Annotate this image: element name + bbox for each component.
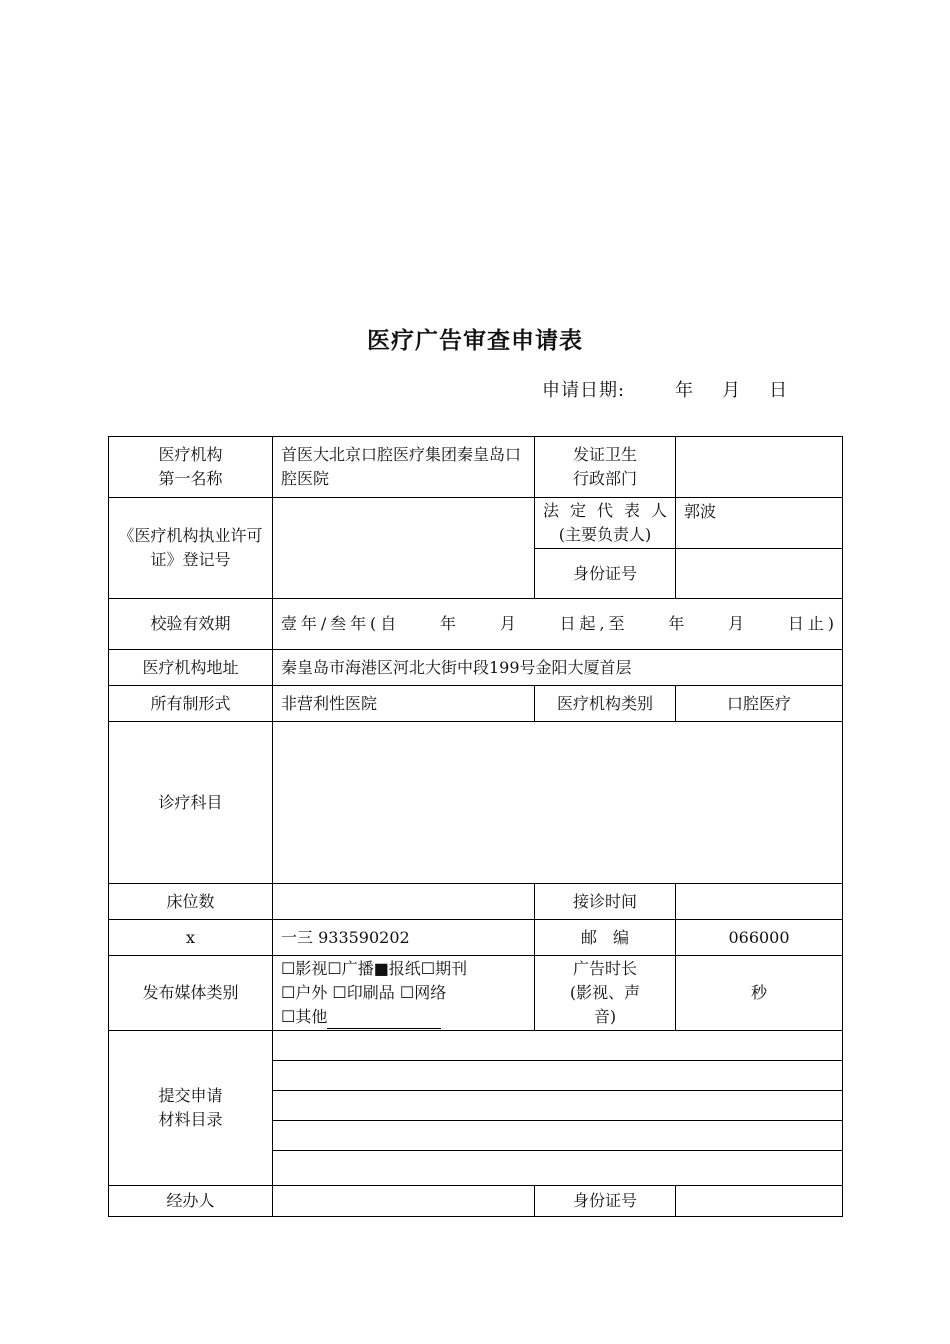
legal-rep-sub-label: (主要负责人) [558,525,652,544]
row-org-name [109,437,843,498]
beds-label: 床位数 [109,884,273,920]
materials-line[interactable] [273,1031,842,1061]
issuer-value[interactable] [676,437,843,498]
materials-list [273,1031,843,1186]
page-title: 医疗广告审查申请表 [367,327,583,354]
apply-date-label: 申请日期: [542,380,626,401]
hours-label: 接诊时间 [535,884,676,920]
address-value[interactable]: 秦皇岛市海港区河北大街中段199号金阳大厦首层 [273,650,843,686]
media-other-blank[interactable] [327,1010,441,1029]
org-name-value[interactable]: 首医大北京口腔医疗集团秦皇岛口腔医院 [273,437,535,498]
apply-date-year: 年 [675,380,695,401]
row-address [109,650,843,686]
materials-line[interactable] [273,1061,842,1091]
media-other-option[interactable]: ☐其他 [281,1007,328,1026]
handler-id-value[interactable] [676,1186,843,1217]
phone-value[interactable]: 一三 933590202 [273,920,535,956]
media-options-line-2[interactable]: ☐户外 ☐印刷品 ☐网络 [281,983,447,1002]
row-handler [109,1186,843,1217]
hours-value[interactable] [676,884,843,920]
row-departments [109,722,843,884]
apply-date [542,376,788,402]
apply-date-day: 日 [769,380,789,401]
row-media [109,956,843,1031]
category-label: 医疗机构类别 [535,686,676,722]
ownership-value[interactable]: 非营利性医院 [273,686,535,722]
address-label: 医疗机构地址 [109,650,273,686]
application-form [108,436,843,1217]
media-options-line-3[interactable] [281,1005,526,1029]
postcode-value[interactable]: 066000 [676,920,843,956]
duration-label: 广告时长 (影视、声 音) [535,956,676,1031]
validity-label: 校验有效期 [109,599,273,650]
validity-value[interactable]: 壹年/叁年(自 年 月 日起,至 年 月 日止) [273,599,843,650]
license-label: 《医疗机构执业许可证》登记号 [109,498,273,599]
legal-rep-label-cell [535,498,676,549]
departments-label: 诊疗科目 [109,722,273,884]
row-phone [109,920,843,956]
materials-line[interactable] [273,1091,842,1121]
postcode-label: 邮 编 [535,920,676,956]
license-value[interactable] [273,498,535,599]
materials-line[interactable] [273,1121,842,1151]
materials-line[interactable] [273,1151,842,1182]
apply-date-month: 月 [722,380,742,401]
row-materials [109,1031,843,1186]
id-value[interactable] [676,549,843,599]
beds-value[interactable] [273,884,535,920]
row-legal-rep [109,498,843,549]
media-options[interactable] [273,956,535,1031]
issuer-label: 发证卫生 行政部门 [535,437,676,498]
row-validity [109,599,843,650]
handler-id-label: 身份证号 [535,1186,676,1217]
row-ownership [109,686,843,722]
materials-label: 提交申请 材料目录 [109,1031,273,1186]
handler-value[interactable] [273,1186,535,1217]
phone-label: x [109,920,273,956]
legal-rep-value[interactable]: 郭波 [676,498,843,549]
media-options-line-1[interactable]: ☐影视☐广播■报纸☐期刊 [281,959,468,978]
media-label: 发布媒体类别 [109,956,273,1031]
row-beds [109,884,843,920]
legal-rep-label: 法定代表人 [543,501,667,520]
org-name-label: 医疗机构 第一名称 [109,437,273,498]
category-value[interactable]: 口腔医疗 [676,686,843,722]
id-label: 身份证号 [535,549,676,599]
ownership-label: 所有制形式 [109,686,273,722]
handler-label: 经办人 [109,1186,273,1217]
departments-value[interactable] [273,722,843,884]
duration-value[interactable]: 秒 [676,956,843,1031]
